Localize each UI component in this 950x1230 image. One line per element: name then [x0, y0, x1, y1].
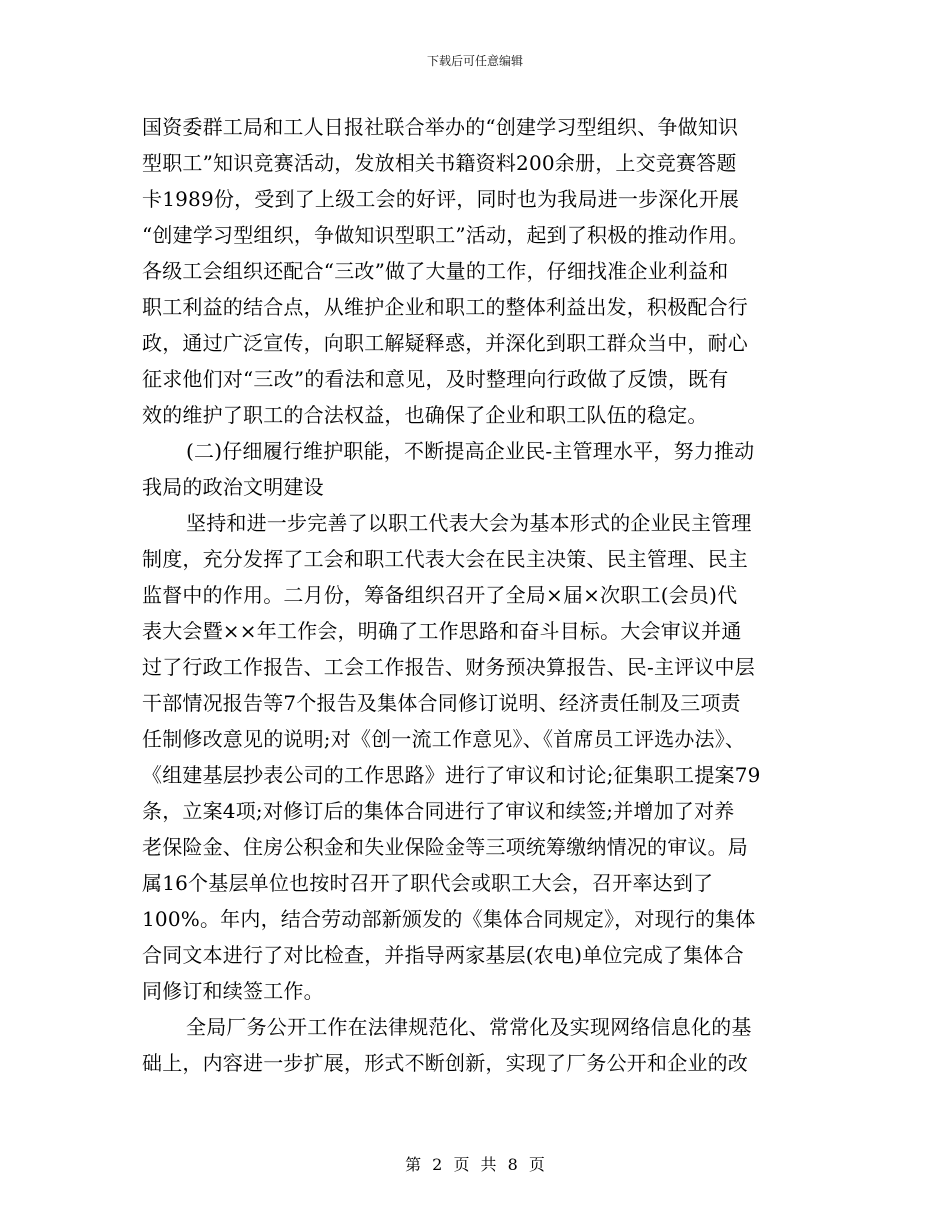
text-line: 属16个基层单位也按时召开了职代会或职工大会，召开率达到了 [142, 871, 714, 895]
text-line: 表大会暨××年工作会，明确了工作思路和奋斗目标。大会审议并通 [142, 619, 742, 643]
text-line: 全局厂务公开工作在法律规范化、常常化及实现网络信息化的基 [186, 1015, 752, 1039]
text-line: 老保险金、住房公积金和失业保险金等三项统筹缴纳情况的审议。局 [142, 835, 748, 859]
text-line: 型职工”知识竞赛活动，发放相关书籍资料200余册，上交竞赛答题 [142, 151, 737, 175]
text-line: 干部情况报告等7个报告及集体合同修订说明、经济责任制及三项责 [142, 691, 741, 715]
text-line: 坚持和进一步完善了以职工代表大会为基本形式的企业民主管理 [186, 511, 752, 535]
text-line: 效的维护了职工的合法权益，也确保了企业和职工队伍的稳定。 [142, 403, 708, 427]
text-line: 过了行政工作报告、工会工作报告、财务预决算报告、民-主评议中层 [142, 655, 755, 679]
text-line: 同修订和续签工作。 [142, 979, 324, 1003]
page-header: 下载后可任意编辑 [426, 54, 523, 68]
section-heading-line: (二)仔细履行维护职能，不断提高企业民-主管理水平，努力推动 [186, 439, 755, 463]
section-heading-line: 我局的政治文明建设 [142, 475, 324, 499]
text-line: “创建学习型组织，争做知识型职工”活动，起到了积极的推动作用。 [142, 223, 749, 247]
text-line: 任制修改意见的说明;对《创一流工作意见》、《首席员工评选办法》、 [142, 727, 746, 751]
text-line: 职工利益的结合点，从维护企业和职工的整体利益出发，积极配合行 [142, 295, 748, 319]
text-line: 各级工会组织还配合“三改”做了大量的工作，仔细找准企业利益和 [142, 259, 729, 283]
text-line: 卡1989份，受到了上级工会的好评，同时也为我局进一步深化开展 [142, 187, 740, 211]
text-line: 条，立案4项;对修订后的集体合同进行了审议和续签;并增加了对养 [142, 799, 735, 823]
document-body [142, 109, 814, 1081]
text-line: 《组建基层抄表公司的工作思路》进行了审议和讨论;征集职工提案79 [142, 763, 761, 787]
page-number-footer: 第 2 页 共 8 页 [405, 1155, 545, 1174]
text-line: 合同文本进行了对比检查，并指导两家基层(农电)单位完成了集体合 [142, 943, 744, 967]
text-line: 政，通过广泛宣传，向职工解疑释惑，并深化到职工群众当中，耐心 [142, 331, 748, 355]
text-line: 监督中的作用。二月份，筹备组织召开了全局×届×次职工(会员)代 [142, 583, 738, 607]
text-line: 国资委群工局和工人日报社联合举办的“创建学习型组织、争做知识 [142, 115, 739, 139]
text-line: 100%。年内，结合劳动部新颁发的《集体合同规定》，对现行的集体 [142, 907, 756, 931]
text-line: 征求他们对“三改”的看法和意见，及时整理向行政做了反馈，既有 [142, 367, 729, 391]
text-line: 制度，充分发挥了工会和职工代表大会在民主决策、民主管理、民主 [142, 547, 748, 571]
text-line: 础上，内容进一步扩展，形式不断创新，实现了厂务公开和企业的改 [142, 1051, 748, 1075]
